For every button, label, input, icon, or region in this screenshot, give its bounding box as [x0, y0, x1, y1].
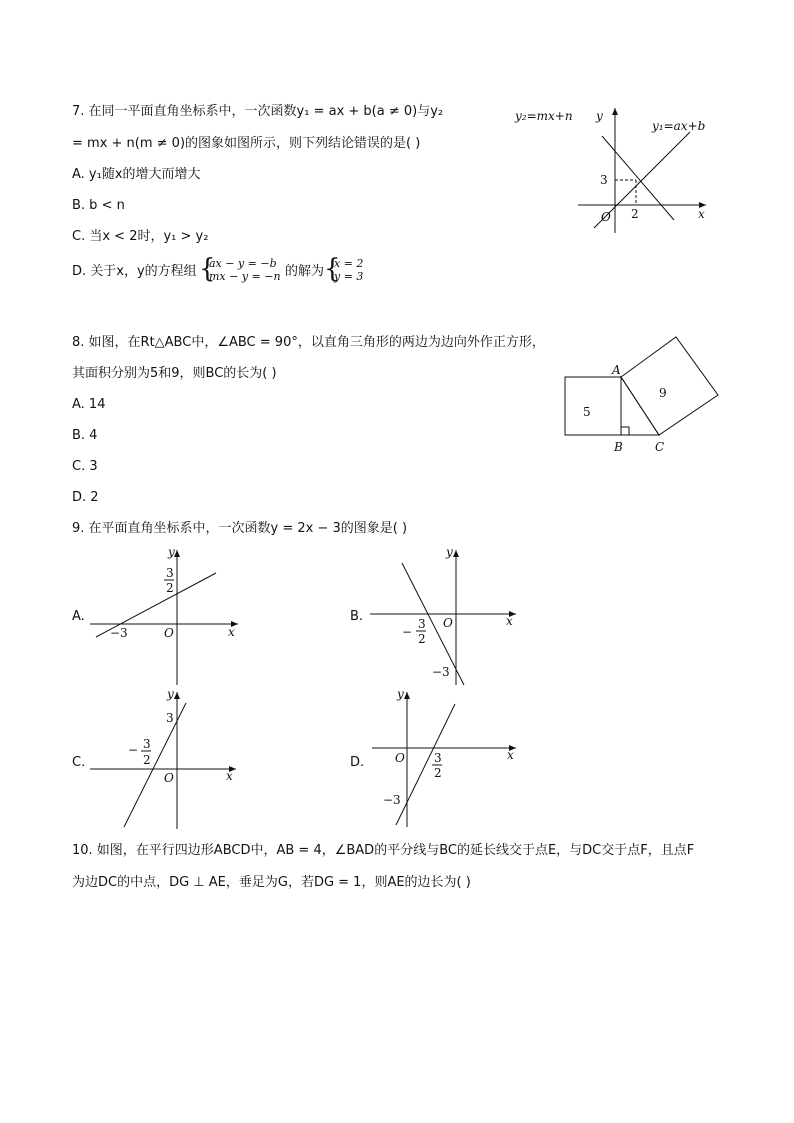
q8-option-b: B. 4	[72, 428, 98, 443]
q8-option-d: D. 2	[72, 490, 99, 505]
q9d-label-origin: O	[395, 751, 405, 765]
q9-stem: 9. 在平面直角坐标系中，一次函数y = 2x − 3的图象是( )	[72, 521, 408, 536]
q7-label-y2: y₂=mx+n	[515, 109, 573, 123]
q9c-frac-den: 2	[143, 753, 151, 767]
q7-option-a: A. y₁随x的增大而增大	[72, 167, 201, 182]
q7-label-two: 2	[631, 207, 639, 221]
q9b-frac-num: 3	[418, 617, 426, 631]
q9-option-a-graph	[88, 545, 248, 690]
q7-graph-figure	[500, 100, 740, 240]
q9b-y-arrow	[453, 550, 459, 557]
q7-option-d-prefix: D. 关于x，y的方程组	[72, 264, 197, 279]
q8-large-square	[621, 337, 718, 435]
q7-option-d-mid: 的解为	[285, 264, 325, 279]
q9b-label-origin: O	[443, 616, 453, 630]
q9a-label-neg3: −3	[110, 626, 128, 640]
q7-option-d-brace-left: {	[199, 254, 216, 284]
q8-label-area-5: 5	[583, 405, 591, 419]
q9-option-b-graph	[368, 545, 528, 690]
q8-label-area-9: 9	[659, 386, 667, 400]
q9a-label-x: x	[228, 625, 235, 639]
q9a-frac-num: 3	[166, 566, 174, 580]
q9d-frac-den: 2	[434, 766, 442, 780]
q9d-line	[396, 704, 455, 825]
q9-option-b-label: B.	[350, 609, 364, 624]
q8-stem-line1: 8. 如图，在Rt△ABC中，∠ABC = 90°，以直角三角形的两边为边向外作正方形，	[72, 335, 545, 350]
q9-option-d-graph	[368, 687, 528, 832]
q8-right-angle-mark	[621, 427, 629, 435]
q9a-label-y: y	[168, 545, 175, 559]
q10-stem-line2: 为边DC的中点，DG ⊥ AE，垂足为G，若DG = 1，则AE的边长为( )	[72, 875, 471, 890]
q7-label-y1: y₁=ax+b	[652, 119, 706, 133]
q9-option-c-graph	[88, 687, 248, 832]
q9a-y-arrow	[174, 550, 180, 557]
q7-option-c: C. 当x < 2时，y₁ > y₂	[72, 229, 209, 244]
q7-y-axis-arrow	[612, 108, 618, 115]
q7-option-b: B. b < n	[72, 198, 125, 213]
q9c-y-arrow	[174, 692, 180, 699]
q9d-frac-num: 3	[434, 751, 442, 765]
q7-stem-line2: = mx + n(m ≠ 0)的图象如图所示，则下列结论错误的是( )	[72, 136, 421, 151]
q9d-label-x: x	[507, 748, 514, 762]
q7-option-d-solution-2: y = 3	[334, 270, 364, 283]
q9b-label-x: x	[506, 614, 513, 628]
q7-stem-line1: 7. 在同一平面直角坐标系中，一次函数y₁ = ax + b(a ≠ 0)与y₂	[72, 104, 444, 119]
q8-label-c: C	[655, 440, 665, 454]
q9d-y-arrow	[404, 692, 410, 699]
q7-label-three: 3	[600, 173, 608, 187]
q7-option-d-equation-1: ax − y = −b	[209, 257, 277, 270]
q7-label-x-axis: x	[698, 207, 705, 221]
q9d-label-y: y	[397, 687, 404, 701]
q9c-label-three: 3	[166, 711, 174, 725]
q9c-frac-num: 3	[143, 737, 151, 751]
q7-option-d-solution-1: x = 2	[334, 257, 364, 270]
q7-label-y-axis: y	[596, 109, 603, 123]
q9-option-c-label: C.	[72, 755, 86, 770]
q8-small-square	[565, 377, 621, 435]
q8-stem-line2: 其面积分别为5和9，则BC的长为( )	[72, 366, 277, 381]
q8-option-a: A. 14	[72, 397, 106, 412]
q9d-label-neg3: −3	[383, 793, 401, 807]
q7-option-d-brace-right: {	[324, 254, 341, 284]
q9b-frac-den: 2	[418, 632, 426, 646]
q9b-label-y: y	[446, 545, 453, 559]
q9c-label-y: y	[167, 687, 174, 701]
q9c-label-origin: O	[164, 771, 174, 785]
q9c-label-x: x	[226, 769, 233, 783]
q8-squares-figure	[560, 330, 730, 460]
q9b-frac-neg: −	[402, 625, 413, 639]
q8-label-b: B	[614, 440, 623, 454]
q9a-label-origin: O	[164, 626, 174, 640]
q9-option-a-label: A.	[72, 609, 85, 624]
q9a-frac-den: 2	[166, 581, 174, 595]
q10-stem-line1: 10. 如图，在平行四边形ABCD中，AB = 4，∠BAD的平分线与BC的延长线交于点E，与DC交于点F，且点F	[72, 843, 695, 858]
q9-option-d-label: D.	[350, 755, 365, 770]
q8-option-c: C. 3	[72, 459, 98, 474]
q9b-label-neg3: −3	[432, 665, 450, 679]
q7-option-d-equation-2: mx − y = −n	[209, 270, 281, 283]
q8-label-a: A	[612, 363, 621, 377]
q7-label-origin: O	[601, 210, 611, 224]
q9c-frac-neg: −	[128, 743, 139, 757]
